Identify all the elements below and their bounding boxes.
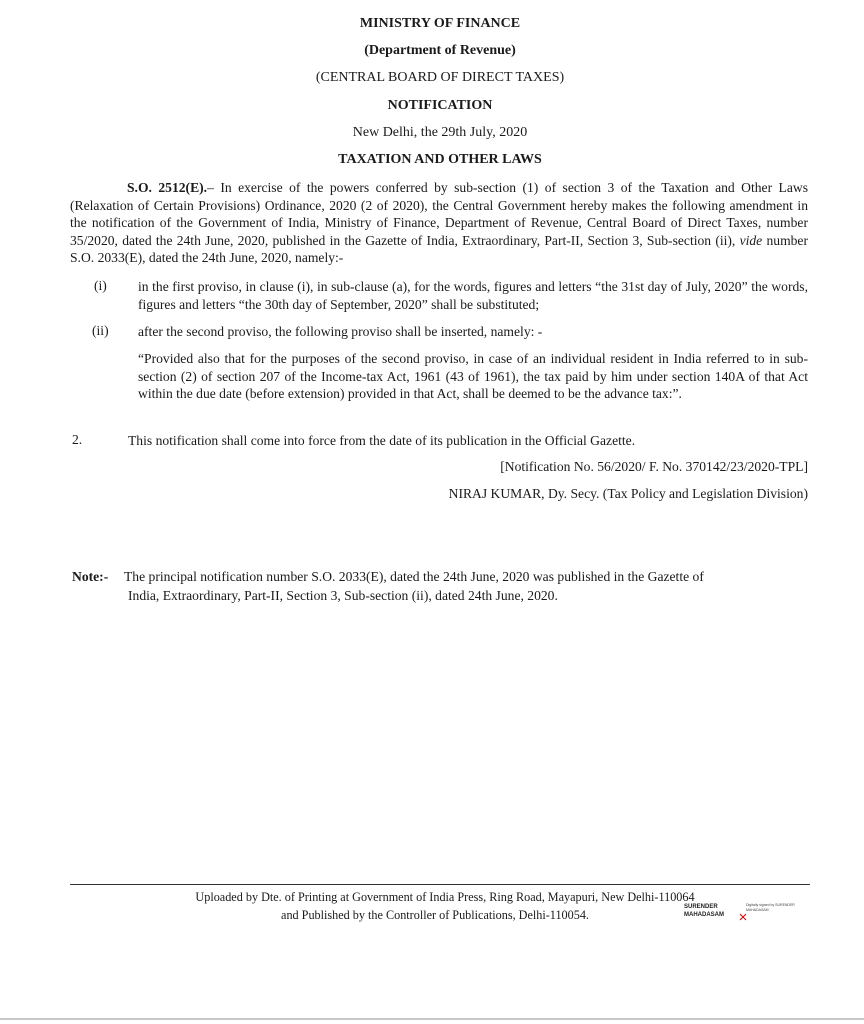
notification-title: NOTIFICATION	[387, 98, 493, 113]
digital-signature-name	[684, 903, 724, 919]
intro-vide: vide	[739, 232, 763, 248]
signature-mark-icon	[738, 912, 748, 922]
so-number: S.O. 2512(E).	[127, 180, 208, 195]
ministry-heading: MINISTRY OF FINANCE	[359, 16, 521, 31]
footer-line-2: and Published by the Controller of Publications, Delhi-110054.	[281, 908, 589, 922]
digital-signature-details: Digitally signed by SURENDER MAHADASAM	[746, 903, 795, 912]
item-1-label: (i)	[94, 278, 107, 293]
para-2-label: 2.	[72, 432, 83, 447]
item-2-text: after the second proviso, the following proviso shall be inserted, namely: -	[138, 324, 543, 339]
place-date: New Delhi, the 29th July, 2020	[352, 125, 528, 140]
signatory: NIRAJ KUMAR, Dy. Secy. (Tax Policy and Legislation Division)	[448, 486, 808, 501]
note-line-2: India, Extraordinary, Part-II, Section 3, Sub-section (ii), dated 24th June, 2020.	[128, 588, 558, 603]
footer-divider	[70, 884, 810, 885]
intro-paragraph	[70, 179, 808, 267]
signature-name-1: SURENDER	[684, 904, 718, 910]
board-heading: (CENTRAL BOARD OF DIRECT TAXES)	[315, 70, 565, 85]
item-2-label: (ii)	[92, 323, 109, 338]
intro-tail: number S.O. 2033(E), dated the 24th June, 2020, namely:-	[70, 232, 808, 265]
notification-reference: [Notification No. 56/2020/ F. No. 370142/23/2020-TPL]	[500, 459, 808, 474]
signature-name-2: MAHADASAM	[684, 912, 724, 918]
note-line-1: The principal notification number S.O. 2033(E), dated the 24th June, 2020 was published in the Gazette of	[124, 569, 704, 584]
note-label: Note:-	[72, 569, 109, 584]
para-2-text: This notification shall come into force from the date of its publication in the Official Gazette.	[128, 433, 636, 448]
item-1-text: in the first proviso, in clause (i), in sub-clause (a), for the words, figures and letters “the 31st day of July, 2020” the words, figures and letters “the 30th day of September, 2020” shall be substituted;	[138, 279, 808, 312]
page-bottom-border	[0, 1018, 864, 1020]
subject-heading: TAXATION AND OTHER LAWS	[338, 152, 542, 167]
department-heading: (Department of Revenue)	[364, 43, 516, 58]
proviso-text: “Provided also that for the purposes of the second proviso, in case of an individual resident in India referred to in sub-section (2) of section 207 of the Income-tax Act, 1961 (43 of 1961), the tax paid by him under section 140A of that Act within the due date (before extension) provided in that Act, shall be deemed to be the advance tax:”.	[138, 351, 808, 401]
intro-text: – In exercise of the powers conferred by sub-section (1) of section 3 of the Taxation and Other Laws (Relaxation of Certain Provisions) Ordinance, 2020 (2 of 2020), the Central Government hereby makes the following amendment in the notification of the Government of India, Ministry of Finance, Department of Revenue, Central Board of Direct Taxes, number 35/2020, dated the 24th June, 2020, published in the Gazette of India, Extraordinary, Part-II, Section 3, Sub-section (ii),	[70, 180, 809, 248]
footer-line-1: Uploaded by Dte. of Printing at Government of India Press, Ring Road, Mayapuri, New Delhi-110064	[195, 890, 695, 904]
